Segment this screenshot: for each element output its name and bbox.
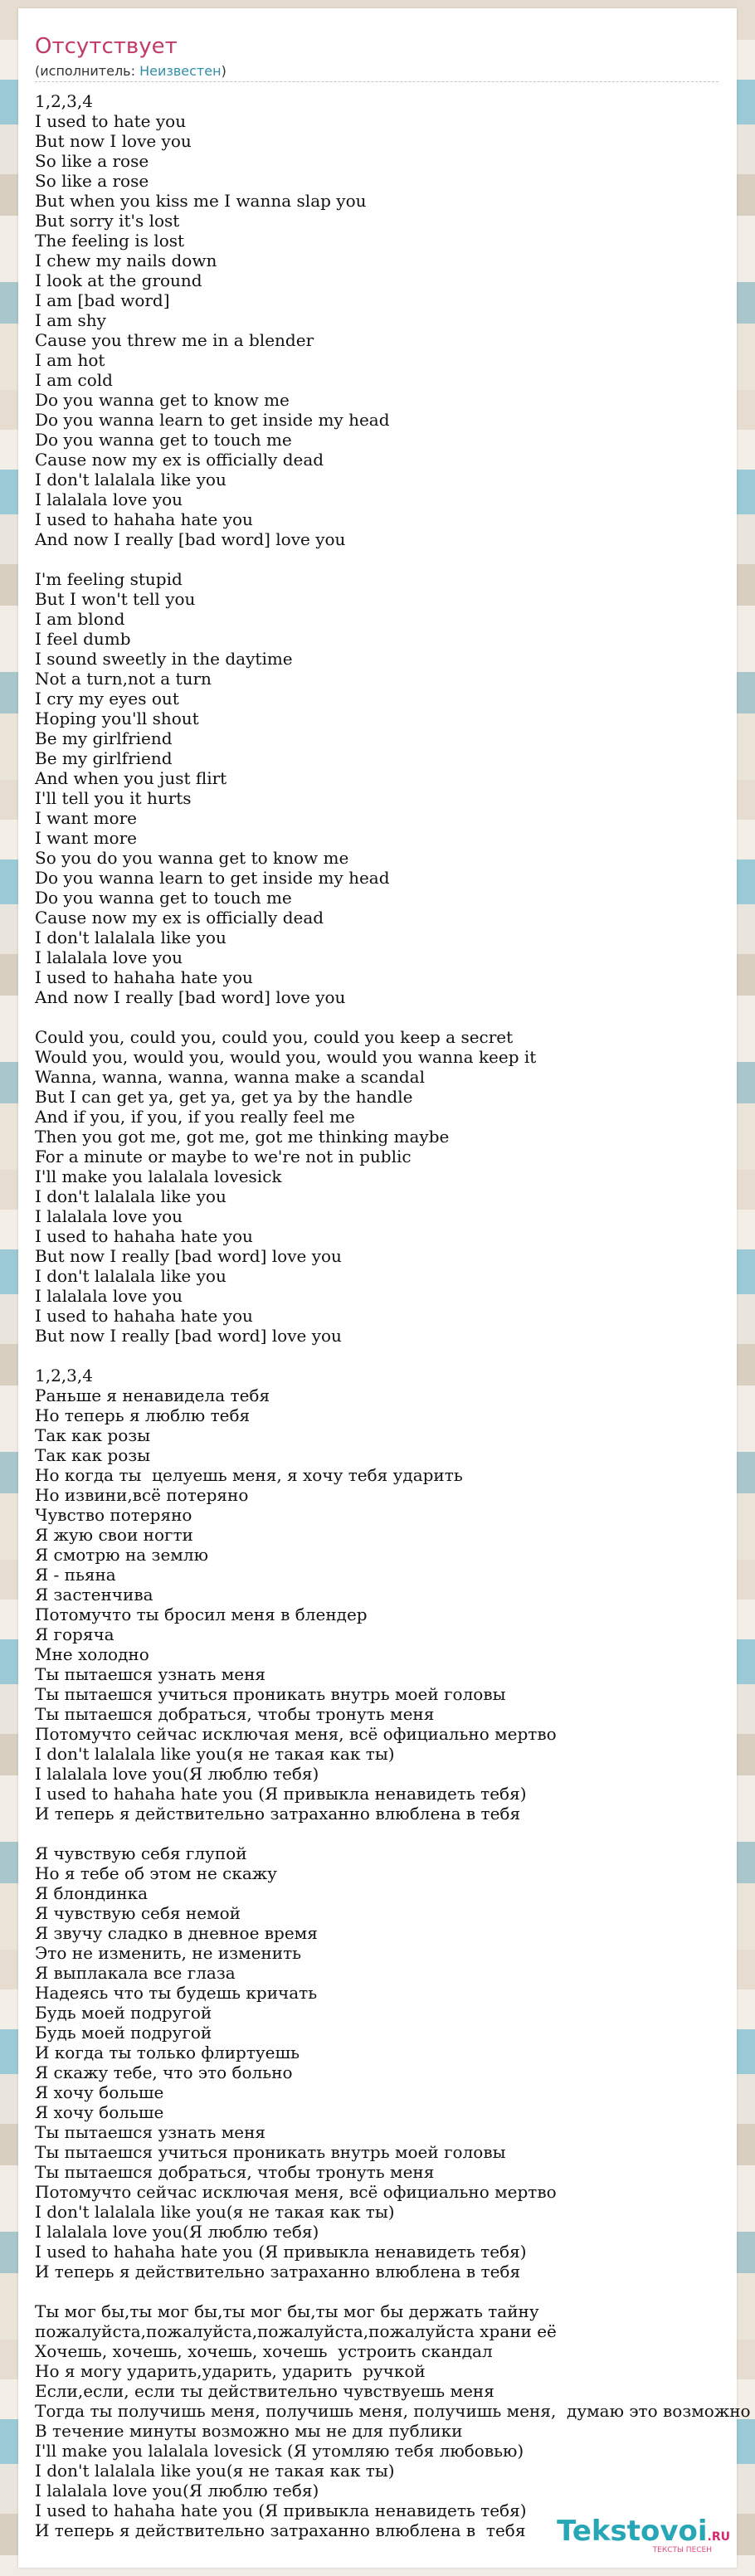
lyrics-line: Cause now my ex is officially dead — [35, 450, 324, 470]
lyrics-line: But now I really [bad word] love you — [35, 1326, 342, 1346]
lyrics-line: I used to hahaha hate you — [35, 1226, 253, 1246]
lyrics-line: Потомучто сейчас исключая меня, всё официально мертво — [35, 1724, 557, 1744]
lyrics-line: И когда ты только флиртуешь — [35, 2043, 300, 2062]
lyrics-line: And now I really [bad word] love you — [35, 529, 346, 549]
lyrics-line: Ты пытаешся узнать меня — [35, 2122, 266, 2142]
artist-prefix: (исполнитель: — [35, 63, 140, 79]
lyrics-line: Надеясь что ты будешь кричать — [35, 1983, 318, 2003]
lyrics-line: Then you got me, got me, got me thinking maybe — [35, 1127, 450, 1147]
lyrics-line: Do you wanna get to touch me — [35, 430, 292, 450]
lyrics-line: I am cold — [35, 370, 113, 390]
lyrics-line: Но я могу ударить,ударить, ударить ручкой — [35, 2361, 426, 2381]
lyrics-line: I don't lalalala like you — [35, 470, 226, 489]
lyrics-line: Be my girlfriend — [35, 748, 173, 768]
lyrics-line: 1,2,3,4 — [35, 1366, 93, 1385]
lyrics-line: Я блондинка — [35, 1883, 149, 1903]
lyrics-line: The feeling is lost — [35, 231, 185, 251]
lyrics-line: I chew my nails down — [35, 251, 217, 270]
lyrics-line: И теперь я действительно затраханно влюблена в тебя — [35, 1804, 521, 1824]
lyrics-line: I'll make you lalalala lovesick (Я утомляю тебя любовью) — [35, 2441, 524, 2461]
lyrics-line: I lalalala love you(Я люблю тебя) — [35, 2222, 319, 2242]
lyrics-line: пожалуйста,пожалуйста,пожалуйста,пожалуйста храни её — [35, 2321, 557, 2341]
lyrics-line: But I won't tell you — [35, 589, 196, 609]
lyrics-line: Ты пытаешся учиться проникать внутрь моей головы — [35, 2142, 506, 2162]
lyrics-line: Hoping you'll shout — [35, 709, 199, 728]
lyrics-line: And when you just flirt — [35, 768, 227, 788]
lyrics-line: Будь моей подругой — [35, 2023, 212, 2043]
lyrics-card — [18, 8, 751, 2568]
lyrics-line: Be my girlfriend — [35, 728, 173, 748]
lyrics-line: Do you wanna learn to get inside my head — [35, 868, 390, 888]
lyrics-line: Я скажу тебе, что это больно — [35, 2062, 293, 2082]
lyrics-line: I don't lalalala like you(я не такая как ты) — [35, 2461, 395, 2481]
lyrics-line: I don't lalalala like you — [35, 1186, 226, 1206]
artist-suffix: ) — [221, 63, 226, 79]
lyrics-line: I look at the ground — [35, 270, 202, 290]
lyrics-line: I'm feeling stupid — [35, 569, 183, 589]
lyrics-line: And if you, if you, if you really feel me — [35, 1107, 355, 1127]
lyrics-line: I want more — [35, 828, 137, 848]
lyrics-line: I used to hahaha hate you (Я привыкла ненавидеть тебя) — [35, 1784, 527, 1804]
lyrics-line: I am shy — [35, 310, 106, 330]
lyrics-line: I lalalala love you — [35, 947, 183, 967]
lyrics-line: But I can get ya, get ya, get ya by the handle — [35, 1087, 413, 1107]
lyrics-line: Я звучу сладко в дневное время — [35, 1923, 318, 1943]
lyrics-line: I am [bad word] — [35, 290, 170, 310]
lyrics-blank-line — [35, 1824, 732, 1843]
lyrics-line: I want more — [35, 808, 137, 828]
lyrics-line: Так как розы — [35, 1445, 151, 1465]
lyrics-line: I don't lalalala like you(я не такая как ты) — [35, 1744, 395, 1764]
lyrics-line: Но теперь я люблю тебя — [35, 1405, 251, 1425]
site-logo[interactable] — [557, 2516, 730, 2554]
lyrics-line: Если,если, если ты действительно чувствуешь меня — [35, 2381, 494, 2401]
lyrics-line: Could you, could you, could you, could you keep a secret — [35, 1027, 514, 1047]
artist-line — [35, 63, 226, 80]
lyrics-line: Wanna, wanna, wanna, wanna make a scandal — [35, 1067, 425, 1087]
lyrics-line: Would you, would you, would you, would you wanna keep it — [35, 1047, 537, 1067]
lyrics-line: I feel dumb — [35, 629, 131, 649]
lyrics-line: Ты пытаешся учиться проникать внутрь моей головы — [35, 1684, 506, 1704]
lyrics-line: But now I really [bad word] love you — [35, 1246, 342, 1266]
lyrics-line: Do you wanna get to touch me — [35, 888, 292, 908]
lyrics-line: I don't lalalala like you — [35, 928, 226, 947]
lyrics-line: Это не изменить, не изменить — [35, 1943, 302, 1963]
lyrics-line: I sound sweetly in the daytime — [35, 649, 293, 669]
lyrics-line: And now I really [bad word] love you — [35, 987, 346, 1007]
lyrics-line: I'll make you lalalala lovesick — [35, 1166, 282, 1186]
lyrics-line: И теперь я действительно затраханно влюблена в тебя — [35, 2520, 526, 2540]
song-title: Отсутствует — [35, 34, 178, 59]
lyrics-blank-line — [35, 1007, 732, 1027]
lyrics-line: So like a rose — [35, 171, 149, 191]
lyrics-line: Я застенчива — [35, 1585, 153, 1605]
lyrics-line: I cry my eyes out — [35, 689, 179, 709]
lyrics-line: I don't lalalala like you(я не такая как ты) — [35, 2202, 395, 2222]
logo-text: Tekstovoi — [557, 2515, 708, 2548]
lyrics-line: Потомучто ты бросил меня в блендер — [35, 1605, 368, 1624]
lyrics-line: So you do you wanna get to know me — [35, 848, 349, 868]
lyrics-line: I'll tell you it hurts — [35, 788, 192, 808]
lyrics-line: I am hot — [35, 350, 105, 370]
logo-tld: .RU — [707, 2530, 730, 2544]
lyrics-line: But when you kiss me I wanna slap you — [35, 191, 367, 211]
lyrics-line: I don't lalalala like you — [35, 1266, 226, 1286]
lyrics-line: Я чувствую себя глупой — [35, 1843, 247, 1863]
lyrics-line: Ты пытаешся добраться, чтобы тронуть меня — [35, 2162, 435, 2182]
lyrics-line: Ты мог бы,ты мог бы,ты мог бы,ты мог бы держать тайну — [35, 2301, 539, 2321]
lyrics-line: Хочешь, хочешь, хочешь, хочешь устроить скандал — [35, 2341, 493, 2361]
lyrics-line: Я смотрю на землю — [35, 1545, 208, 1565]
logo-tagline: ТЕКСТЫ ПЕСЕН — [652, 2546, 712, 2554]
lyrics-line: Чувство потеряно — [35, 1505, 192, 1525]
lyrics-line: So like a rose — [35, 151, 149, 171]
lyrics-line: I lalalala love you — [35, 1206, 183, 1226]
lyrics-text — [35, 91, 751, 2540]
lyrics-line: Cause you threw me in a blender — [35, 330, 314, 350]
lyrics-line: I used to hahaha hate you — [35, 967, 253, 987]
lyrics-line: Ты пытаешся добраться, чтобы тронуть меня — [35, 1704, 435, 1724]
lyrics-line: I lalalala love you(Я люблю тебя) — [35, 1764, 319, 1784]
lyrics-line: Но извини,всё потеряно — [35, 1485, 249, 1505]
lyrics-line: Do you wanna get to know me — [35, 390, 290, 410]
lyrics-line: Я горяча — [35, 1624, 114, 1644]
lyrics-line: I am blond — [35, 609, 125, 629]
lyrics-line: I lalalala love you — [35, 1286, 183, 1306]
lyrics-line: Я жую свои ногти — [35, 1525, 193, 1545]
lyrics-line: For a minute or maybe to we're not in public — [35, 1147, 412, 1166]
lyrics-line: I used to hahaha hate you — [35, 1306, 253, 1326]
lyrics-line: But now I love you — [35, 131, 192, 151]
lyrics-line: И теперь я действительно затраханно влюблена в тебя — [35, 2262, 521, 2281]
lyrics-blank-line — [35, 1346, 732, 1366]
lyrics-line: I used to hahaha hate you (Я привыкла ненавидеть тебя) — [35, 2242, 527, 2262]
title-divider — [35, 81, 718, 82]
lyrics-line: Do you wanna learn to get inside my head — [35, 410, 390, 430]
lyrics-line: Будь моей подругой — [35, 2003, 212, 2023]
lyrics-line: Мне холодно — [35, 1644, 149, 1664]
lyrics-line: Я хочу больше — [35, 2082, 164, 2102]
lyrics-line: Cause now my ex is officially dead — [35, 908, 324, 928]
lyrics-line: But sorry it's lost — [35, 211, 180, 231]
lyrics-line: В течение минуты возможно мы не для публики — [35, 2421, 463, 2441]
lyrics-line: I used to hahaha hate you — [35, 509, 253, 529]
lyrics-line: Я хочу больше — [35, 2102, 164, 2122]
lyrics-line: 1,2,3,4 — [35, 91, 93, 111]
lyrics-line: I used to hahaha hate you (Я привыкла ненавидеть тебя) — [35, 2501, 527, 2520]
lyrics-line: I used to hate you — [35, 111, 187, 131]
lyrics-line: Но когда ты целуешь меня, я хочу тебя ударить — [35, 1465, 463, 1485]
artist-link[interactable]: Неизвестен — [139, 63, 222, 79]
lyrics-line: Но я тебе об этом не скажу — [35, 1863, 277, 1883]
lyrics-line: Я чувствую себя немой — [35, 1903, 241, 1923]
lyrics-line: I lalalala love you(Я люблю тебя) — [35, 2481, 319, 2501]
lyrics-line: Ты пытаешся узнать меня — [35, 1664, 266, 1684]
lyrics-line: Так как розы — [35, 1425, 151, 1445]
lyrics-line: Потомучто сейчас исключая меня, всё официально мертво — [35, 2182, 557, 2202]
lyrics-line: Я - пьяна — [35, 1565, 116, 1585]
lyrics-line: I lalalala love you — [35, 489, 183, 509]
lyrics-blank-line — [35, 2281, 732, 2301]
lyrics-line: Я выплакала все глаза — [35, 1963, 236, 1983]
lyrics-blank-line — [35, 549, 732, 569]
lyrics-line: Not a turn,not a turn — [35, 669, 212, 689]
lyrics-line: Тогда ты получишь меня, получишь меня, получишь меня, думаю это возможно — [35, 2401, 751, 2421]
lyrics-line: Раньше я ненавидела тебя — [35, 1385, 270, 1405]
